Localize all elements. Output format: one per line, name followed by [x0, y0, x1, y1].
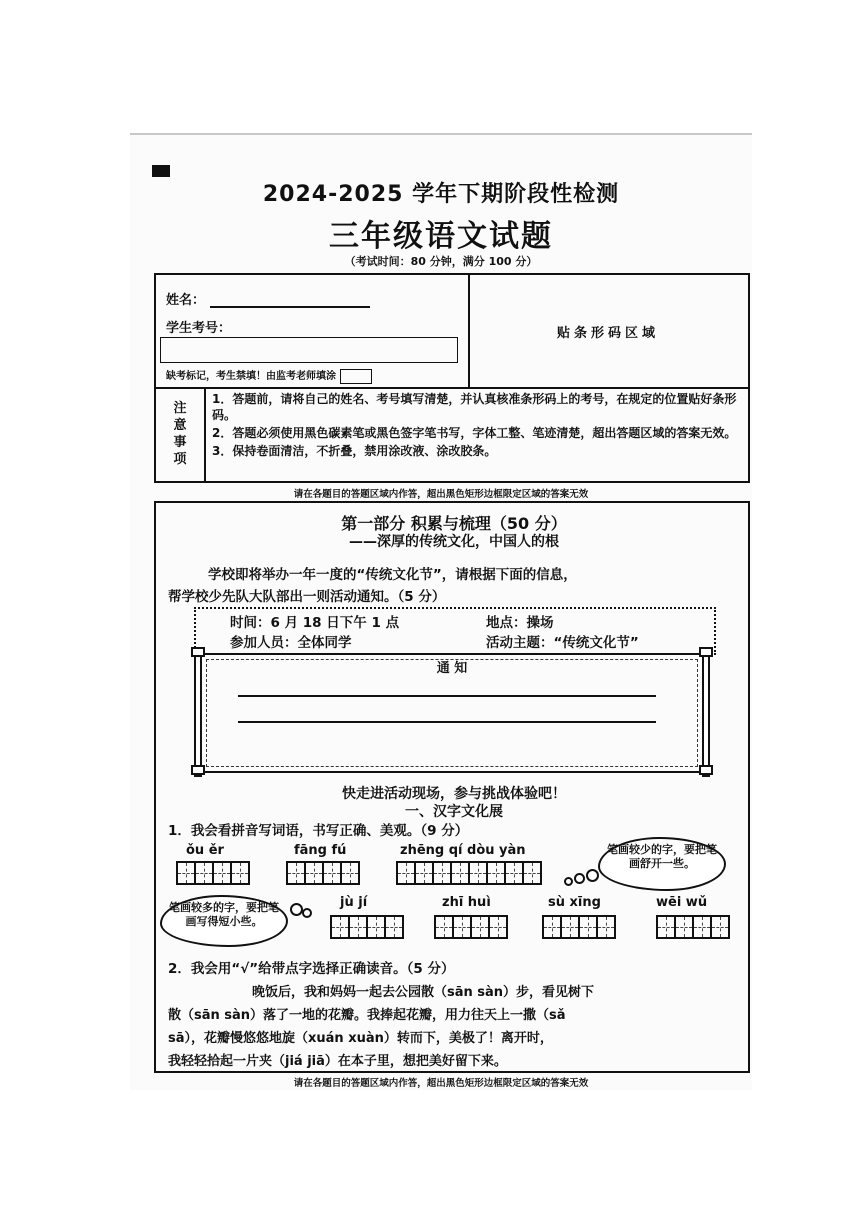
student-info-panel [156, 275, 470, 389]
write-grid[interactable] [544, 915, 616, 939]
answer-area [154, 501, 750, 1073]
exam-subject-title: 三年级语文试题 [329, 219, 553, 254]
q2-line: 我轻轻拾起一片夹（jiá jiā）在本子里，想把美好留下来。 [168, 1054, 507, 1069]
answer-area-note-bottom: 请在各题目的答题区域内作答，超出黑色矩形边框限定区域的答案无效 [293, 1078, 589, 1089]
event-info-box [194, 607, 716, 655]
writing-line[interactable] [238, 695, 656, 697]
event-time: 时间：6 月 18 日下午 1 点 [230, 615, 400, 631]
pinyin-label: zhī huì [442, 895, 491, 910]
q2-prompt: 2．我会用“√”给带点字选择正确读音。（5 分） [168, 961, 455, 977]
student-id-field[interactable] [160, 337, 458, 363]
write-grid[interactable] [332, 915, 404, 939]
q2-line: 晚饭后，我和妈妈一起去公园散（sān sàn）步，看见树下 [252, 985, 595, 1000]
tip-cloud-right: 笔画较少的字，要把笔画舒开一些。 [598, 837, 726, 891]
intro-line-2: 帮学校少先队大队部出一则活动通知。（5 分） [168, 589, 446, 605]
writing-line[interactable] [238, 721, 656, 723]
notice-item: 1．答题前，请将自己的姓名、考号填写清楚，并认真核准条形码上的考号，在规定的位置贴好条形码。 [212, 392, 737, 422]
student-id-label: 学生考号： [166, 321, 232, 336]
notice-scroll [198, 653, 706, 773]
notice-title: 通 知 [436, 661, 468, 676]
write-grid[interactable] [398, 861, 542, 885]
q1-prompt: 1．我会看拼音写词语，书写正确、美观。（9 分） [168, 823, 469, 839]
absent-mark-row [166, 367, 372, 384]
absent-mark-label: 缺考标记，考生禁填！由监考老师填涂 [166, 371, 336, 382]
write-grid[interactable] [436, 915, 508, 939]
pinyin-label: fāng fú [294, 843, 347, 858]
name-field[interactable] [210, 292, 370, 308]
name-label: 姓名： [166, 293, 206, 308]
notice-item: 2．答题必须使用黑色碳素笔或黑色签字笔书写，字体工整、笔迹清楚，超出答题区域的答案无效。 [212, 426, 737, 440]
q2-line: sā），花瓣慢悠悠地旋（xuán xuàn）转而下，美极了！离开时， [168, 1031, 553, 1046]
intro-line-1: 学校即将举办一年一度的“传统文化节”，请根据下面的信息， [208, 567, 577, 583]
notice-item: 3．保持卷面清洁，不折叠，禁用涂改液、涂改胶条。 [212, 444, 497, 458]
part-subtitle: ——深厚的传统文化，中国人的根 [349, 534, 559, 550]
exam-time-note: （考试时间：80 分钟，满分 100 分） [344, 255, 538, 268]
absent-mark-box[interactable] [340, 369, 372, 384]
answer-area-note-top: 请在各题目的答题区域内作答，超出黑色矩形边框限定区域的答案无效 [293, 489, 589, 500]
notice-side-label: 注 意 事 项 [156, 387, 206, 481]
corner-mark [152, 165, 170, 177]
pinyin-label: ǒu ěr [186, 843, 224, 858]
barcode-area: 贴条形码区域 [468, 275, 748, 389]
notice-list [212, 391, 742, 461]
student-info-box [154, 273, 750, 483]
pinyin-label: jù jí [340, 895, 368, 910]
pinyin-label: wēi wǔ [656, 895, 708, 910]
write-grid[interactable] [658, 915, 730, 939]
event-place: 地点：操场 [486, 615, 554, 631]
event-theme: 活动主题：“传统文化节” [486, 635, 639, 651]
exam-paper [130, 133, 752, 1090]
exam-title: 2024-2025 学年下期阶段性检测 [262, 182, 620, 207]
part-title: 第一部分 积累与梳理（50 分） [341, 514, 567, 533]
section-title: 一、汉字文化展 [405, 804, 503, 820]
write-grid[interactable] [178, 861, 250, 885]
pinyin-label: sù xīng [548, 895, 601, 910]
event-participants: 参加人员：全体同学 [230, 635, 352, 651]
slogan: 快走进活动现场，参与挑战体验吧！ [342, 786, 566, 802]
q2-line: 散（sān sàn）落了一地的花瓣。我捧起花瓣，用力往天上一撒（sǎ [168, 1008, 566, 1023]
write-grid[interactable] [288, 861, 360, 885]
tip-cloud-left: 笔画较多的字，要把笔画写得短小些。 [160, 895, 288, 947]
pinyin-label: zhēng qí dòu yàn [400, 843, 526, 858]
